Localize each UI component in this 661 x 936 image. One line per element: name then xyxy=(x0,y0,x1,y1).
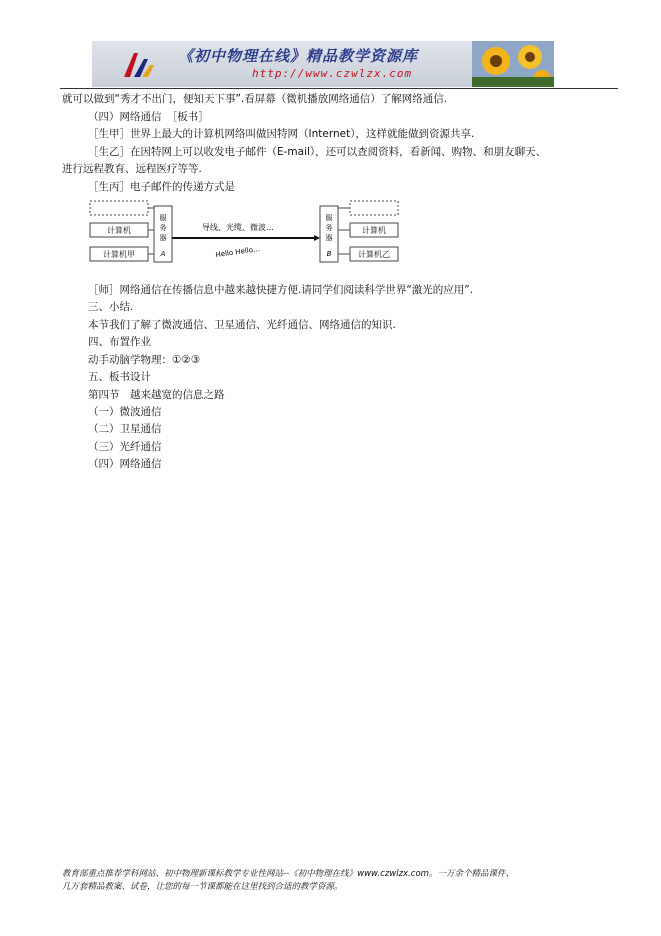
body-line: 动手动脑学物理：①②③ xyxy=(88,354,201,366)
right-computer-label: 计算机 xyxy=(362,226,386,235)
left-server-c1: 服 xyxy=(159,214,167,222)
hello-label: Hello Hello… xyxy=(215,244,261,260)
footer xyxy=(62,868,514,894)
email-transfer-diagram xyxy=(88,198,408,270)
section-heading: 三、小结. xyxy=(88,301,134,313)
left-server-tag: A xyxy=(160,250,166,258)
left-computer-label: 计算机 xyxy=(107,226,131,235)
footer-line-2: 几万套精品教案、试卷，让您的每一节课都能在这里找到合适的教学资源。 xyxy=(62,882,343,892)
section-heading: 四、布置作业 xyxy=(88,336,151,348)
right-server-tag: B xyxy=(326,250,332,258)
left-server-c3: 器 xyxy=(159,234,167,242)
list-item: （二）卫星通信 xyxy=(88,423,162,435)
list-item: （四）网络通信 xyxy=(88,458,162,470)
right-dashed-box xyxy=(350,201,398,215)
sunflower-image xyxy=(472,41,554,87)
body-line: ［师］网络通信在传播信息中越来越快捷方便.请同学们阅读科学世界“激光的应用”. xyxy=(88,284,474,296)
svg-text:器: 器 xyxy=(325,234,333,242)
site-logo-icon xyxy=(120,47,160,83)
left-computer-a-label: 计算机甲 xyxy=(103,250,135,259)
svg-text:服: 服 xyxy=(325,214,333,222)
body-line: 第四节 越来越宽的信息之路 xyxy=(88,389,225,401)
body-line: 进行远程教育、远程医疗等等. xyxy=(62,163,202,175)
body-line: （四）网络通信 ［板书］ xyxy=(88,111,209,123)
svg-text:务: 务 xyxy=(325,224,333,232)
body-line: 就可以做到“秀才不出门，便知天下事”.看屏幕（微机播放网络通信）了解网络通信. xyxy=(62,93,448,105)
banner-url[interactable]: http://www.czwlzx.com xyxy=(252,67,413,80)
banner-title: 《初中物理在线》精品教学资源库 xyxy=(178,47,419,65)
right-computer-b-label: 计算机乙 xyxy=(358,250,390,259)
header-divider xyxy=(60,88,618,89)
body-line: ［生乙］在因特网上可以收发电子邮件（E-mail），还可以查阅资料，看新闻、购物、和朋友聊天、 xyxy=(88,146,547,158)
body-line: 本节我们了解了微波通信、卫星通信、光纤通信、网络通信的知识. xyxy=(88,319,396,331)
header-banner xyxy=(92,41,554,87)
media-label: 导线、光缆、微波… xyxy=(202,223,274,232)
body-line: ［生甲］世界上最大的计算机网络叫做因特网（Internet），这样就能做到资源共享. xyxy=(88,128,475,140)
section-heading: 五、板书设计 xyxy=(88,371,151,383)
list-item: （一）微波通信 xyxy=(88,406,162,418)
body-line: ［生丙］电子邮件的传递方式是 xyxy=(88,181,235,193)
list-item: （三）光纤通信 xyxy=(88,441,162,453)
left-server-c2: 务 xyxy=(159,224,167,232)
left-dashed-box xyxy=(90,201,148,215)
footer-line-1: 教育部重点推荐学科网站、初中物理新课标教学专业性网站--《初中物理在线》www.czwlzx.com。一万余个精品课件、 xyxy=(62,869,514,879)
